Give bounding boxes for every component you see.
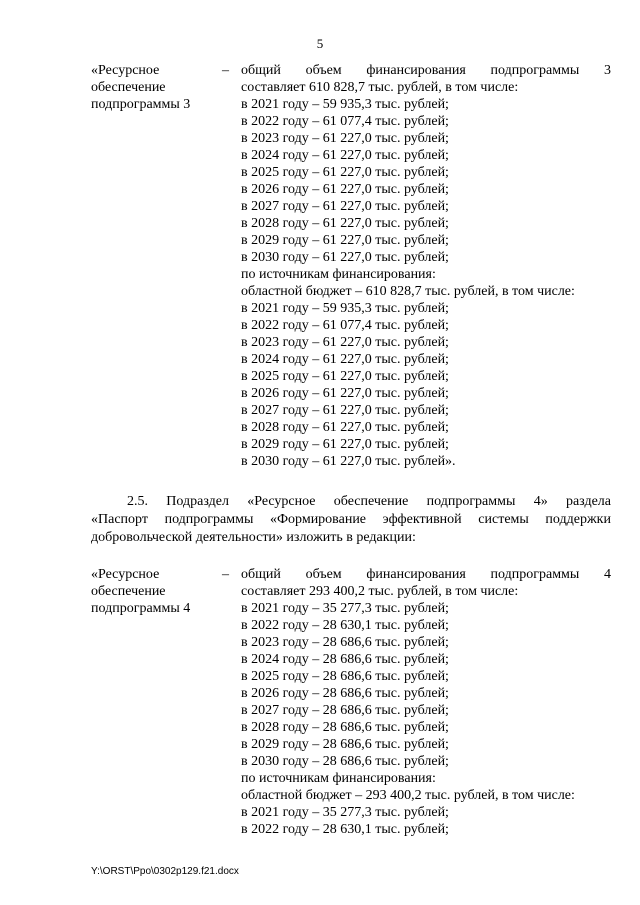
content-line: в 2021 году – 35 277,3 тыс. рублей; bbox=[241, 601, 449, 616]
word: общий bbox=[241, 63, 281, 78]
block-label bbox=[91, 566, 221, 617]
word: раздела bbox=[565, 494, 611, 509]
word: обеспечение bbox=[333, 494, 409, 509]
content-line: в 2024 году – 28 686,6 тыс. рублей; bbox=[241, 652, 449, 667]
content-line: в 2028 году – 28 686,6 тыс. рублей; bbox=[241, 720, 449, 735]
word: системы bbox=[478, 512, 529, 527]
word: подпрограммы bbox=[426, 494, 516, 509]
label-line: «Ресурсное bbox=[91, 567, 160, 582]
word: 4» bbox=[533, 494, 548, 509]
content-line: в 2030 году – 61 227,0 тыс. рублей; bbox=[241, 250, 449, 265]
word: поддержки bbox=[545, 512, 611, 527]
word: финансирования bbox=[366, 567, 466, 582]
word: подпрограммы bbox=[164, 512, 254, 527]
label-line: подпрограммы 4 bbox=[91, 601, 191, 616]
paragraph-line bbox=[91, 493, 611, 511]
content-line: в 2023 году – 61 227,0 тыс. рублей; bbox=[241, 335, 449, 350]
content-line: в 2026 году – 28 686,6 тыс. рублей; bbox=[241, 686, 449, 701]
content-line: в 2028 году – 61 227,0 тыс. рублей; bbox=[241, 216, 449, 231]
first-line bbox=[241, 62, 611, 79]
content-line: в 2026 году – 61 227,0 тыс. рублей; bbox=[241, 386, 449, 401]
word: «Паспорт bbox=[91, 512, 148, 527]
word: Подраздел bbox=[166, 494, 229, 509]
label-line: обеспечение bbox=[91, 80, 166, 95]
content-line: в 2027 году – 28 686,6 тыс. рублей; bbox=[241, 703, 449, 718]
word: 2.5. bbox=[127, 494, 148, 509]
word: «Ресурсное bbox=[247, 494, 316, 509]
content-line: областной бюджет – 293 400,2 тыс. рублей, в том числе: bbox=[241, 788, 575, 803]
content-line: в 2026 году – 61 227,0 тыс. рублей; bbox=[241, 182, 449, 197]
content-line: в 2027 году – 61 227,0 тыс. рублей; bbox=[241, 199, 449, 214]
dash: – bbox=[222, 63, 229, 78]
word: «Формирование bbox=[269, 512, 367, 527]
content-line: в 2030 году – 28 686,6 тыс. рублей; bbox=[241, 754, 449, 769]
content-line: в 2025 году – 61 227,0 тыс. рублей; bbox=[241, 165, 449, 180]
content-line: в 2029 году – 61 227,0 тыс. рублей; bbox=[241, 233, 449, 248]
content-line: составляет 293 400,2 тыс. рублей, в том числе: bbox=[241, 584, 519, 599]
word: объем bbox=[305, 63, 342, 78]
content-line: в 2021 году – 59 935,3 тыс. рублей; bbox=[241, 97, 449, 112]
block-label bbox=[91, 62, 221, 113]
content-line: в 2022 году – 61 077,4 тыс. рублей; bbox=[241, 318, 449, 333]
word: финансирования bbox=[366, 63, 466, 78]
content-line: в 2022 году – 28 630,1 тыс. рублей; bbox=[241, 822, 449, 837]
label-line: обеспечение bbox=[91, 584, 166, 599]
page-number: 5 bbox=[316, 36, 324, 51]
label-line: «Ресурсное bbox=[91, 63, 160, 78]
first-line bbox=[241, 566, 611, 583]
word: общий bbox=[241, 567, 281, 582]
paragraph-line bbox=[91, 511, 611, 529]
content-line: в 2022 году – 61 077,4 тыс. рублей; bbox=[241, 114, 449, 129]
content-line: составляет 610 828,7 тыс. рублей, в том числе: bbox=[241, 80, 519, 95]
content-line: в 2024 году – 61 227,0 тыс. рублей; bbox=[241, 148, 449, 163]
word: 3 bbox=[604, 63, 611, 78]
content-line: в 2021 году – 35 277,3 тыс. рублей; bbox=[241, 805, 449, 820]
content-line: в 2021 году – 59 935,3 тыс. рублей; bbox=[241, 301, 449, 316]
word: подпрограммы bbox=[490, 63, 580, 78]
block-content bbox=[241, 62, 611, 470]
content-line: в 2023 году – 28 686,6 тыс. рублей; bbox=[241, 635, 449, 650]
content-line: в 2030 году – 61 227,0 тыс. рублей». bbox=[241, 454, 456, 469]
content-line: в 2029 году – 61 227,0 тыс. рублей; bbox=[241, 437, 449, 452]
file-path-footer: Y:\ORST\Ppo\0302p129.f21.docx bbox=[91, 866, 239, 877]
word: добровольческой деятельности» изложить в редакции: bbox=[91, 530, 416, 545]
content-line: в 2024 году – 61 227,0 тыс. рублей; bbox=[241, 352, 449, 367]
word: объем bbox=[305, 567, 342, 582]
content-line: в 2027 году – 61 227,0 тыс. рублей; bbox=[241, 403, 449, 418]
content-line: в 2029 году – 28 686,6 тыс. рублей; bbox=[241, 737, 449, 752]
content-line: в 2025 году – 28 686,6 тыс. рублей; bbox=[241, 669, 449, 684]
content-line: в 2028 году – 61 227,0 тыс. рублей; bbox=[241, 420, 449, 435]
word: 4 bbox=[604, 567, 611, 582]
paragraph-line bbox=[91, 529, 611, 547]
word: подпрограммы bbox=[490, 567, 580, 582]
paragraph-2-5 bbox=[91, 493, 611, 547]
label-line: подпрограммы 3 bbox=[91, 97, 191, 112]
block-content bbox=[241, 566, 611, 838]
word: эффективной bbox=[382, 512, 462, 527]
content-line: в 2025 году – 61 227,0 тыс. рублей; bbox=[241, 369, 449, 384]
content-line: в 2023 году – 61 227,0 тыс. рублей; bbox=[241, 131, 449, 146]
content-line: областной бюджет – 610 828,7 тыс. рублей, в том числе: bbox=[241, 284, 575, 299]
content-line: по источникам финансирования: bbox=[241, 771, 436, 786]
content-line: по источникам финансирования: bbox=[241, 267, 436, 282]
content-line: в 2022 году – 28 630,1 тыс. рублей; bbox=[241, 618, 449, 633]
dash: – bbox=[222, 567, 229, 582]
